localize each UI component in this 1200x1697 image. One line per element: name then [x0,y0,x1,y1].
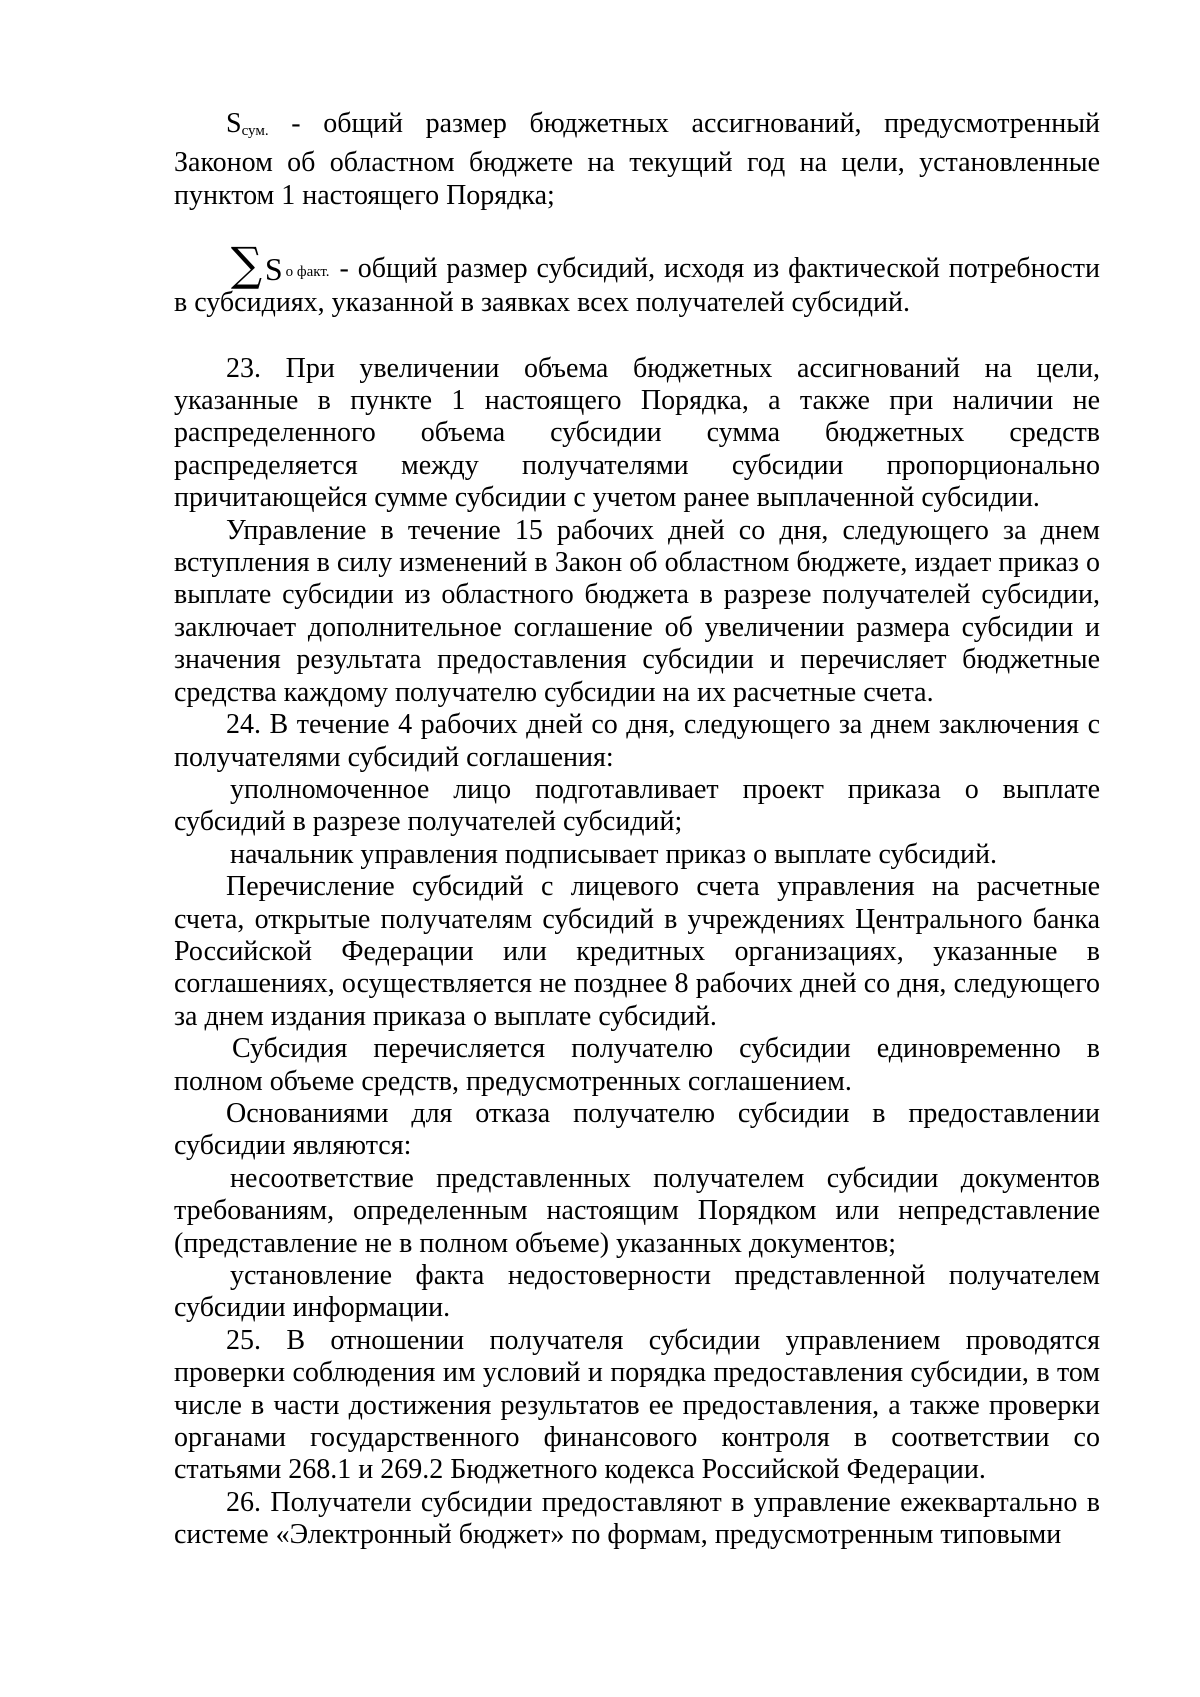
list-item-noncompliance: несоответствие представленных получателем субсидии документов требованиям, определенным настоящим Порядком или непредставление (представление не в полном объеме) указанных документов; [174,1162,1100,1259]
formula-definition-continuation: в субсидиях, указанной в заявках всех получателей субсидий. [174,287,911,319]
list-item-authorized-person: уполномоченное лицо подготавливает проект приказа о выплате субсидий в разрезе получателей субсидий; [174,773,1100,838]
formula-definition-s-sum [174,108,1100,212]
formula-symbol: S [264,251,283,288]
formula-definition-sum-s-fact [230,237,1100,292]
formula-symbol: S [226,108,242,139]
section-gap [174,320,1100,353]
formula-definition-text: - общий размер бюджетных ассигнований, предусмотренный Законом об областном бюджете на текущий год на цели, установленные пунктом 1 настоящего Порядка; [174,108,1100,211]
formula-subscript: о факт. [285,263,330,280]
paragraph-refusal-grounds: Основаниями для отказа получателю субсидии в предоставлении субсидии являются: [174,1097,1100,1162]
paragraph-management-order: Управление в течение 15 рабочих дней со дня, следующего за днем вступления в силу изменений в Закон об областном бюджете, издает приказ о выплате субсидии из областного бюджета в разрезе получателей субсидии, заключает дополнительное соглашение об увеличении размера субсидии и значения результата предоставления субсидии и перечисляет бюджетные средства каждому получателю субсидии на их расчетные счета. [174,514,1100,708]
paragraph-25: 25. В отношении получателя субсидии управлением проводятся проверки соблюдения им условий и порядка предоставления субсидии, в том числе в части достижения результатов ее предоставления, а также проверки органами государственного финансового контроля в соответствии со статьями 268.1 и 269.2 Бюджетного кодекса Российской Федерации. [174,1324,1100,1486]
paragraph-23: 23. При увеличении объема бюджетных ассигнований на цели, указанные в пункте 1 настоящего Порядка, а также при наличии не распределенного объема субсидии сумма бюджетных средств распределяется между получателями субсидии пропорционально причитающейся сумме субсидии с учетом ранее выплаченной субсидии. [174,352,1100,514]
list-item-head-signs: начальник управления подписывает приказ о выплате субсидий. [230,838,998,870]
paragraph-26: 26. Получатели субсидии предоставляют в управление ежеквартально в системе «Электронный бюджет» по формам, предусмотренным типовыми [174,1486,1100,1551]
list-item-unreliable-info: установление факта недостоверности представленной получателем субсидии информации. [174,1260,1100,1324]
paragraph-lump-sum: Субсидия перечисляется получателю субсидии единовременно в полном объеме средств, предусмотренных соглашением. [174,1033,1100,1097]
paragraph-transfer: Перечисление субсидий с лицевого счета управления на расчетные счета, открытые получателям субсидий в учреждениях Центрального банка Российской Федерации или кредитных организациях, указанные в соглашениях, осуществляется не позднее 8 рабочих дней со дня, следующего за днем издания приказа о выплате субсидий. [174,871,1100,1032]
formula-subscript: сум. [241,123,269,139]
sigma-symbol: ∑ [230,237,263,292]
formula-definition-text: - общий размер субсидий, исходя из фактической потребности [339,253,1100,285]
paragraph-24: 24. В течение 4 рабочих дней со дня, следующего за днем заключения с получателями субсидий соглашения: [174,709,1100,773]
